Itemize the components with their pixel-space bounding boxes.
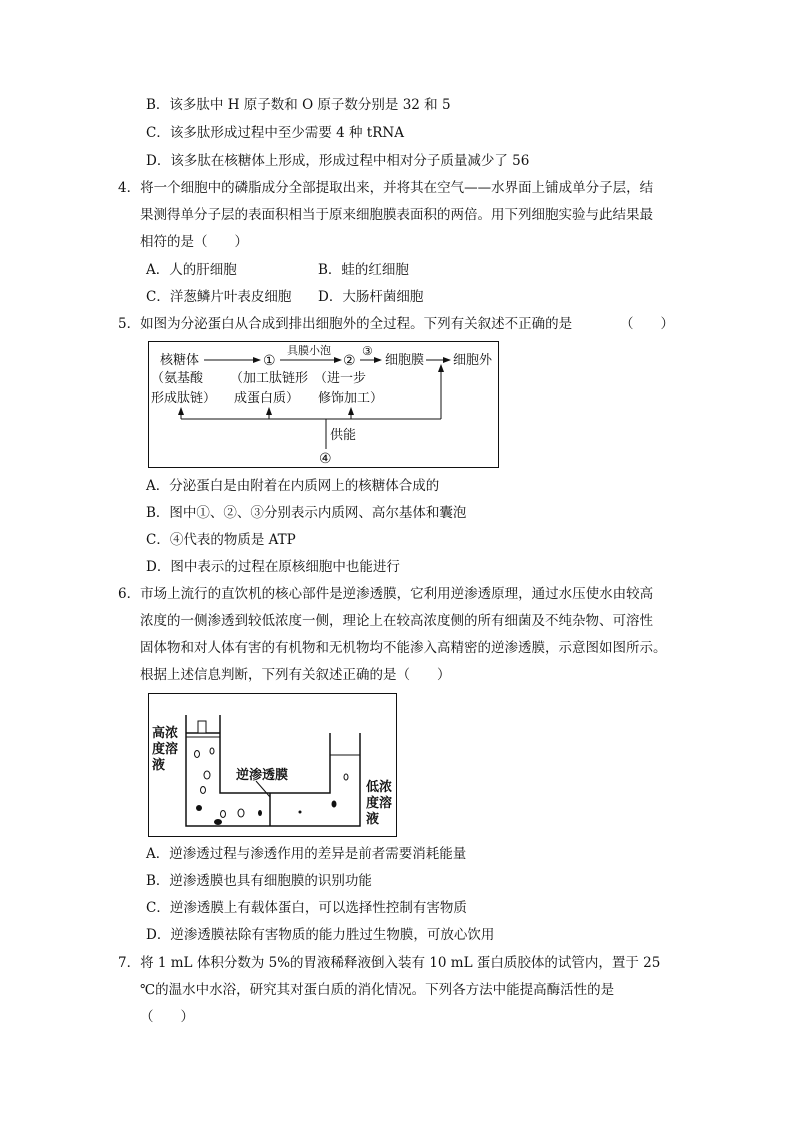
q5-option-a: A．分泌蛋白是由附着在内质网上的核糖体合成的: [146, 478, 440, 494]
supply-label: 供能: [330, 428, 357, 443]
q5-option-c: C．④代表的物质是 ATP: [146, 532, 296, 548]
q5-option-b: B．图中①、②、③分别表示内质网、高尔基体和囊泡: [146, 505, 467, 521]
particle: [299, 811, 302, 814]
low-conc-label-3: 液: [366, 812, 380, 827]
particle: [214, 819, 222, 825]
high-conc-label-3: 液: [152, 758, 166, 773]
particle: [221, 811, 226, 818]
step-2-note-2: 修饰加工）: [318, 391, 384, 406]
q5-answer-paren: （ ）: [620, 316, 674, 332]
particle: [195, 751, 200, 758]
q4-option-b: B．蛙的红细胞: [318, 262, 409, 278]
q6-stem-line4: 根据上述信息判断，下列有关叙述正确的是（ ）: [140, 667, 451, 683]
q5-option-d: D．图中表示的过程在原核细胞中也能进行: [146, 559, 400, 575]
q5-stem: 5．如图为分泌蛋白从合成到排出细胞外的全过程。下列有关叙述不正确的是: [118, 316, 573, 332]
q6-option-d: D．逆渗透膜祛除有害物质的能力胜过生物膜，可放心饮用: [146, 927, 495, 943]
ribosome-note-1: （氨基酸: [151, 371, 204, 386]
step-1-note-2: 成蛋白质）: [234, 391, 300, 406]
membrane-pointer: [256, 781, 270, 797]
low-conc-label-2: 度溶: [366, 796, 393, 811]
q7-stem-line1: 7．将 1 mL 体积分数为 5%的胃液稀释液倒入装有 10 mL 蛋白质胶体的试管内，置于 25: [118, 955, 661, 971]
particle: [196, 805, 202, 811]
q4-option-c: C．洋葱鳞片叶表皮细胞: [146, 289, 292, 305]
q4-stem-line2: 果测得单分子层的表面积相当于原来细胞膜表面积的两倍。用下列细胞实验与此结果最: [140, 207, 653, 223]
particle: [258, 810, 262, 816]
particle: [344, 774, 348, 780]
step-1-note-1: （加工肽链形: [230, 371, 309, 386]
q6-option-a: A．逆渗透过程与渗透作用的差异是前者需要消耗能量: [146, 846, 467, 862]
particle: [238, 809, 244, 817]
q4-stem-line3: 相符的是（ ）: [140, 234, 248, 250]
membrane-label: 逆渗透膜: [236, 768, 289, 783]
q6-option-c: C．逆渗透膜上有载体蛋白，可以选择性控制有害物质: [146, 900, 467, 916]
membrane-label: 细胞膜: [385, 353, 425, 368]
vesicle-label: 具膜小泡: [287, 344, 331, 357]
ribosome-note-2: 形成肽链）: [151, 391, 217, 406]
particle: [332, 801, 337, 808]
step-1-label: ①: [263, 353, 276, 369]
step-4-label: ④: [319, 451, 332, 467]
q6-stem-line3: 固体物和对人体有害的有机物和无机物均不能渗入高精密的逆渗透膜，示意图如图所示。: [140, 640, 667, 656]
q7-stem-line2: ℃的温水中水浴，研究其对蛋白质的消化情况。下列各方法中能提高酶活性的是: [140, 982, 615, 998]
q6-stem-line2: 浓度的一侧渗透到较低浓度一侧，理论上在较高浓度侧的所有细菌及不纯杂物、可溶性: [140, 613, 653, 629]
particle: [210, 748, 214, 754]
step-2-label: ②: [343, 353, 356, 369]
q6-option-b: B．逆渗透膜也具有细胞膜的识别功能: [146, 873, 372, 889]
q6-stem-line1: 6．市场上流行的直饮机的核心部件是逆渗透膜，它利用逆渗透原理，通过水压使水由较高: [118, 586, 654, 602]
high-conc-label-1: 高浓: [152, 726, 179, 741]
particle: [201, 787, 206, 794]
reverse-osmosis-diagram: [148, 693, 398, 838]
high-conc-label-2: 度溶: [152, 742, 179, 757]
particle: [204, 771, 210, 779]
q3-option-b: B．该多肽中 H 原子数和 O 原子数分别是 32 和 5: [146, 97, 451, 113]
ribosome-label: 核糖体: [160, 353, 200, 368]
q4-option-d: D．大肠杆菌细胞: [318, 289, 424, 305]
secretion-pathway-diagram: [148, 341, 500, 469]
step-3-label: ③: [362, 344, 373, 358]
q7-stem-line3: （ ）: [140, 1009, 194, 1025]
piston-handle: [198, 721, 206, 733]
low-conc-label-1: 低浓: [366, 780, 393, 795]
q3-option-d: D．该多肽在核糖体上形成，形成过程中相对分子质量减少了 56: [146, 153, 530, 169]
step-2-note-1: （进一步: [314, 371, 367, 386]
q4-stem-line1: 4．将一个细胞中的磷脂成分全部提取出来，并将其在空气——水界面上铺成单分子层，结: [118, 180, 654, 196]
outside-label: 细胞外: [453, 353, 493, 368]
q3-option-c: C．该多肽形成过程中至少需要 4 种 tRNA: [146, 125, 404, 141]
q4-option-a: A．人的肝细胞: [146, 262, 237, 278]
